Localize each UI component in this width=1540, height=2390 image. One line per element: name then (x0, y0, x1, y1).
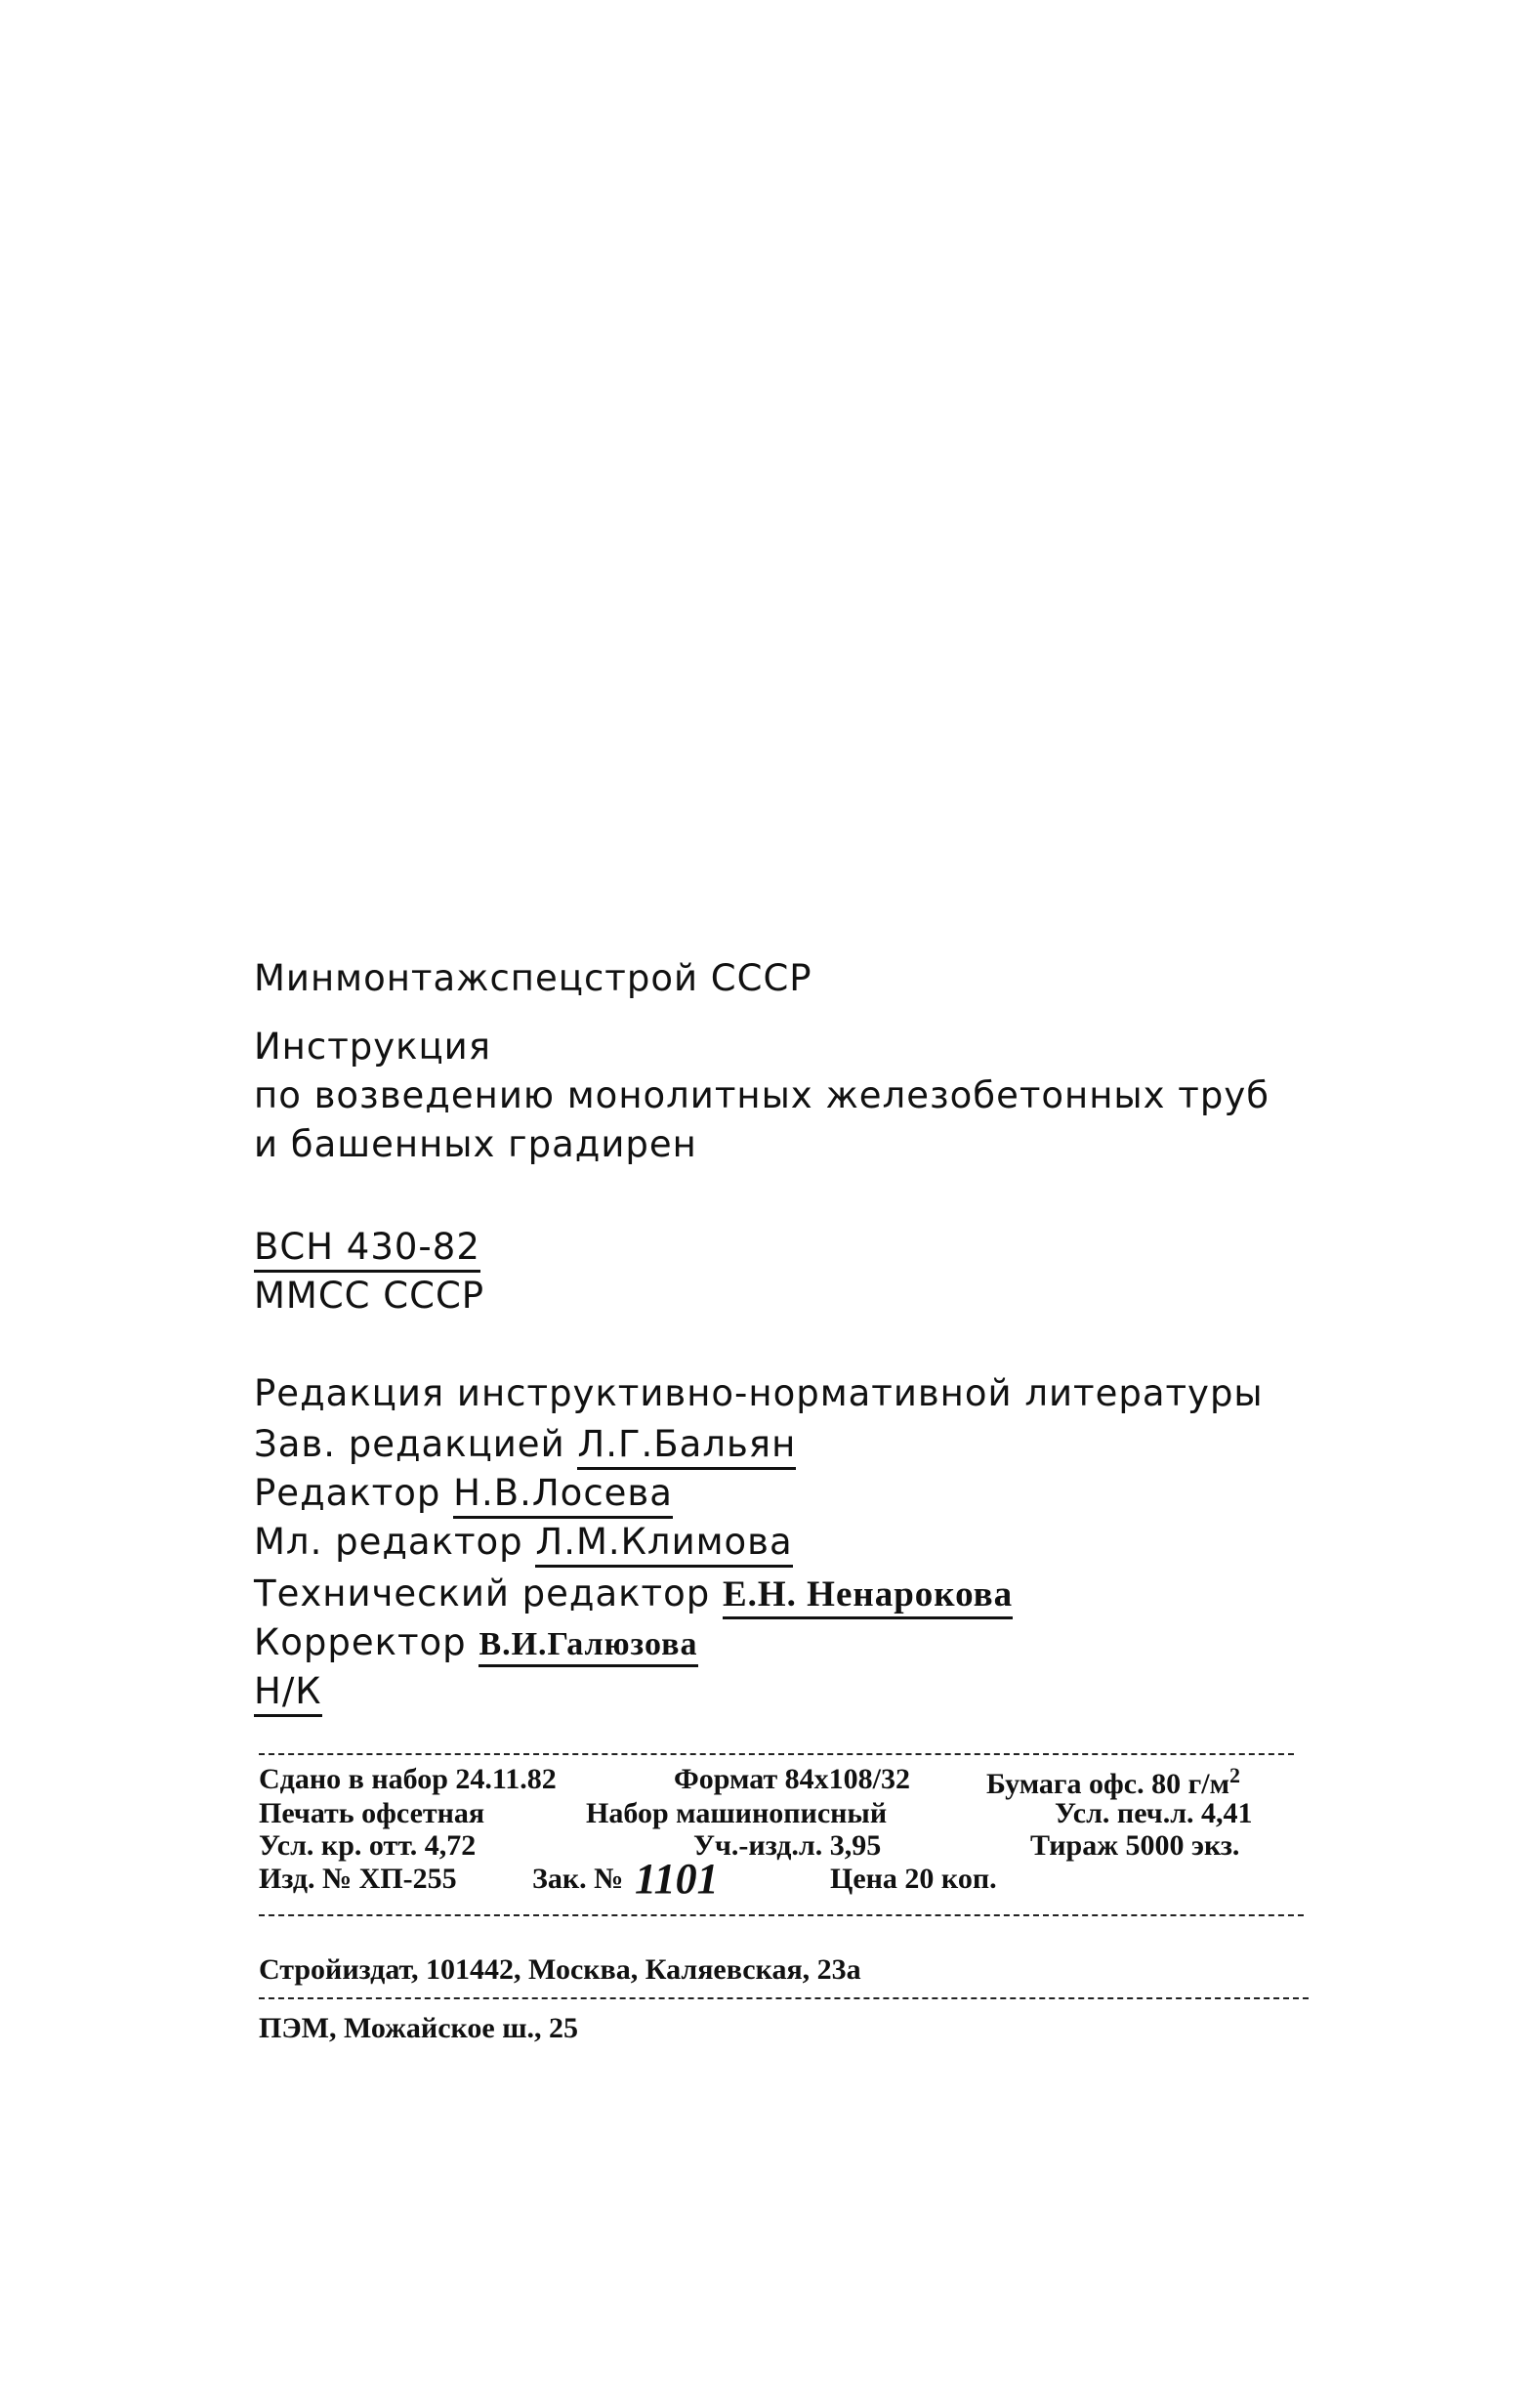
imprint-row1-a: Сдано в набор 24.11.82 (259, 1763, 557, 1795)
document-subtitle-line1: по возведению монолитных железобетонных труб (254, 1074, 1270, 1116)
imprint-row4-b: Зак. № (532, 1863, 624, 1895)
imprint-row4-c: Цена 20 коп. (830, 1863, 997, 1895)
corrector: Корректор В.И.Галюзова (254, 1621, 698, 1663)
imprint-row1-c: Бумага офс. 80 $г/м^2$ (986, 1763, 1241, 1800)
document-title: Инструкция (254, 1026, 491, 1068)
divider-bottom (259, 1997, 1309, 1999)
handwritten-order-number: 1101 (635, 1855, 719, 1903)
junior-editor: Мл. редактор Л.М.Климова (254, 1521, 793, 1563)
imprint-row4-a: Изд. № ХП-255 (259, 1863, 457, 1895)
code-org: ММСС СССР (254, 1275, 485, 1317)
divider-top (259, 1753, 1294, 1755)
ministry-name: Минмонтажспецстрой СССР (254, 957, 812, 999)
publisher-address: Стройиздат, 101442, Москва, Каляевская, 23а (259, 1953, 861, 1986)
editor: Редактор Н.В.Лосева (254, 1472, 673, 1514)
imprint-row2-a: Печать офсетная (259, 1797, 485, 1829)
imprint-row3-a: Усл. кр. отт. 4,72 (259, 1829, 477, 1862)
divider-middle (259, 1914, 1304, 1916)
technical-editor: Технический редактор Е.Н. Ненарокова (254, 1572, 1013, 1615)
code-number: ВСН 430-82 (254, 1226, 480, 1268)
document-subtitle-line2: и башенных градирен (254, 1123, 697, 1165)
imprint-row3-c: Тираж 5000 экз. (1030, 1829, 1240, 1862)
imprint-row2-c: Усл. печ.л. 4,41 (1055, 1797, 1253, 1829)
head-editor: Зав. редакцией Л.Г.Бальян (254, 1423, 796, 1465)
imprint-row2-b: Набор машинописный (586, 1797, 888, 1829)
printer-address: ПЭМ, Можайское ш., 25 (259, 2012, 579, 2044)
editorial-office: Редакция инструктивно-нормативной литературы (254, 1372, 1264, 1414)
imprint-row1-b: Формат 84х108/32 (674, 1763, 911, 1795)
imprint-row3-b: Уч.-изд.л. 3,95 (693, 1829, 882, 1862)
nk-mark: Н/К (254, 1670, 322, 1712)
